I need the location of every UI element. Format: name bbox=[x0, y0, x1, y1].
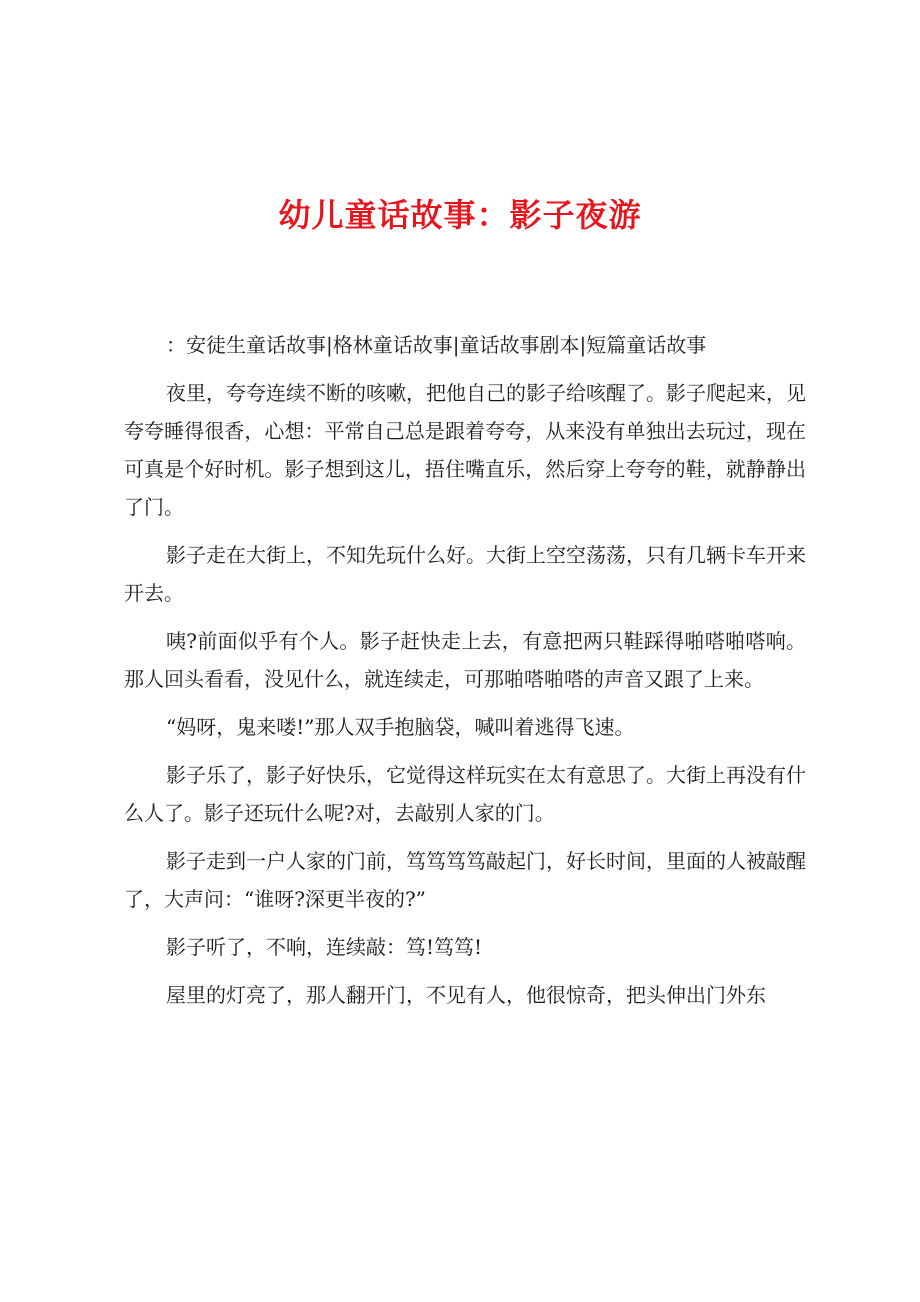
paragraph: 影子乐了，影子好快乐，它觉得这样玩实在太有意思了。大街上再没有什么人了。影子还玩什么呢?对，去敲别人家的门。 bbox=[124, 763, 806, 825]
paragraph: “妈呀，鬼来喽!”那人双手抱脑袋，喊叫着逃得飞速。 bbox=[166, 715, 635, 739]
paragraph: 咦?前面似乎有个人。影子赶快走上去，有意把两只鞋踩得啪嗒啪嗒响。那人回头看看，没见什么，就连续走，可那啪嗒啪嗒的声音又跟了上来。 bbox=[124, 629, 806, 691]
paragraph: 夜里，夸夸连续不断的咳嗽，把他自己的影子给咳醒了。影子爬起来，见夸夸睡得很香，心想：平常自己总是跟着夸夸，从来没有单独出去玩过，现在可真是个好时机。影子想到这儿，捂住嘴直乐，然后穿上夸夸的鞋，就静静出了门。 bbox=[124, 381, 806, 519]
tags-line: ：安徒生童话故事|格林童话故事|童话故事剧本|短篇童话故事 bbox=[166, 333, 707, 357]
paragraph: 影子听了，不响，连续敲：笃!笃笃! bbox=[166, 935, 483, 959]
document-body bbox=[124, 326, 806, 1024]
paragraph: 影子走在大街上，不知先玩什么好。大街上空空荡荡，只有几辆卡车开来开去。 bbox=[124, 543, 806, 605]
document-title: 幼儿童话故事：影子夜游 bbox=[278, 196, 642, 234]
paragraph: 屋里的灯亮了，那人翻开门，不见有人，他很惊奇，把头伸出门外东 bbox=[166, 983, 766, 1007]
paragraph: 影子走到一户人家的门前，笃笃笃笃敲起门，好长时间，里面的人被敲醒了，大声问：“谁呀?深更半夜的?” bbox=[124, 849, 806, 911]
